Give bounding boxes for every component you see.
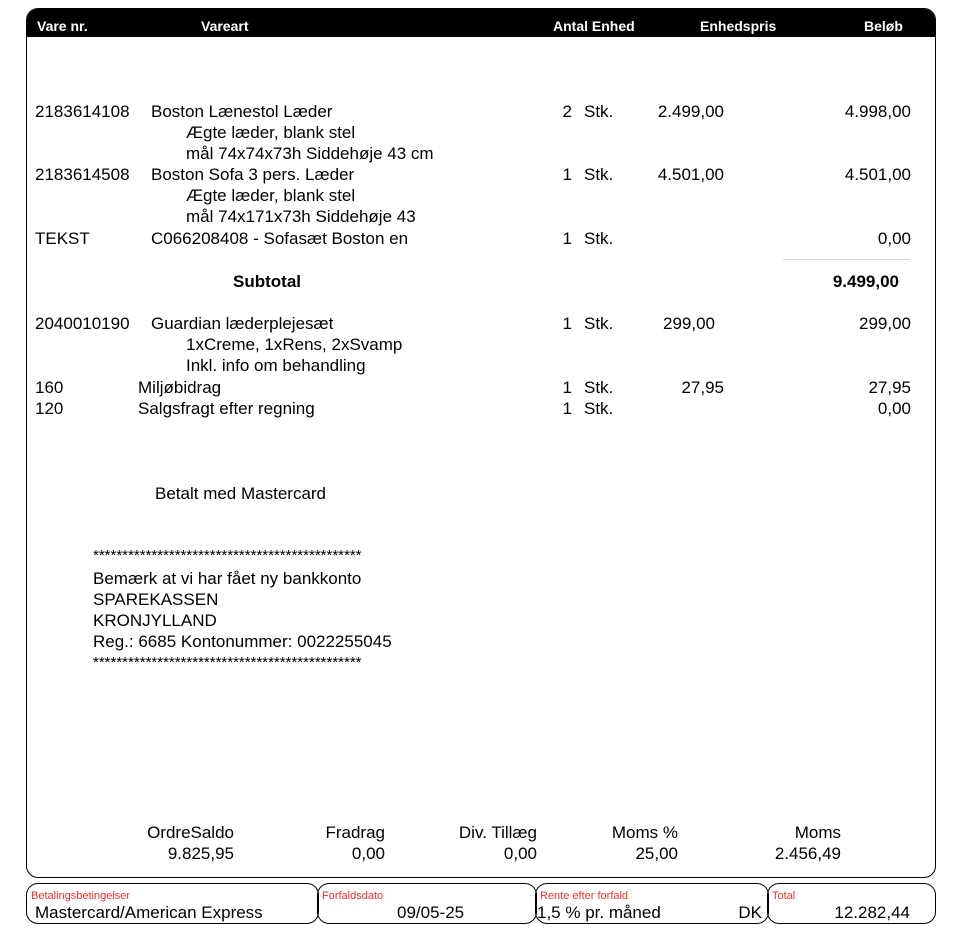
due-date-label: Forfaldsdato <box>322 890 384 902</box>
line-unit: Stk. <box>584 399 614 418</box>
totals-value-fradrag: 0,00 <box>351 844 385 863</box>
payment-terms-value: Mastercard/American Express <box>35 903 263 922</box>
line-name: Guardian læderplejesæt <box>151 314 334 333</box>
due-date-value: 09/05-25 <box>397 903 465 922</box>
subtotal-label: Subtotal <box>233 272 301 291</box>
line-unit: Stk. <box>584 378 614 397</box>
line-name: Boston Lænestol Læder <box>151 102 333 121</box>
line-unit: Stk. <box>584 165 614 184</box>
totals-label-moms-pct: Moms % <box>611 823 678 842</box>
due-date-box <box>317 883 537 924</box>
line-unit: Stk. <box>584 229 614 248</box>
col-qty-unit: Antal Enhed <box>553 18 635 34</box>
line-amount: 0,00 <box>877 399 911 418</box>
line-name: Miljøbidrag <box>138 378 222 397</box>
interest-box <box>535 883 769 924</box>
interest-label: Rente efter forfald <box>540 890 629 902</box>
totals-value-tillaeg: 0,00 <box>503 844 537 863</box>
notice-stars-top: ********************************************** <box>93 547 362 564</box>
total-value: 12.282,44 <box>834 903 910 922</box>
total-box <box>767 883 936 924</box>
col-description: Vareart <box>201 18 249 34</box>
line-amount: 299,00 <box>859 314 911 333</box>
line-amount: 27,95 <box>868 378 911 397</box>
line-item-no: 2183614508 <box>35 165 130 184</box>
line-detail: Ægte læder, blank stel <box>186 123 356 142</box>
interest-value: 1,5 % pr. måned <box>537 903 661 922</box>
line-detail: Ægte læder, blank stel <box>186 186 356 205</box>
line-amount: 4.998,00 <box>844 102 911 121</box>
line-qty: 2 <box>562 102 572 121</box>
line-price: 4.501,00 <box>657 165 724 184</box>
payment-terms-box <box>26 883 319 924</box>
payment-note: Betalt med Mastercard <box>155 484 327 503</box>
totals-value-ordresaldo: 9.825,95 <box>167 844 234 863</box>
totals-label-moms: Moms <box>794 823 841 842</box>
payment-terms-label: Betalingsbetingelser <box>31 890 131 902</box>
line-name: Salgsfragt efter regning <box>138 399 315 418</box>
line-name: Boston Sofa 3 pers. Læder <box>151 165 355 184</box>
line-item-no: 120 <box>35 399 64 418</box>
notice-line: Bemærk at vi har fået ny bankkonto <box>93 569 362 588</box>
notice-line: Reg.: 6685 Kontonummer: 0022255045 <box>93 632 392 651</box>
notice-stars-bottom: ********************************************** <box>93 654 362 671</box>
line-item-no: TEKST <box>35 229 90 248</box>
totals-value-moms-pct: 25,00 <box>635 844 678 863</box>
totals-label-ordresaldo: OrdreSaldo <box>147 823 234 842</box>
interest-currency: DK <box>738 903 762 922</box>
line-unit: Stk. <box>584 102 614 121</box>
notice-line: SPAREKASSEN <box>93 590 219 609</box>
line-unit: Stk. <box>584 314 614 333</box>
line-qty: 1 <box>562 314 572 333</box>
totals-value-moms: 2.456,49 <box>774 844 841 863</box>
col-unit-price: Enhedspris <box>700 18 777 34</box>
subtotal-rule <box>783 259 910 260</box>
line-item-no: 2040010190 <box>35 314 130 333</box>
totals-label-fradrag: Fradrag <box>325 823 385 842</box>
line-item-no: 2183614108 <box>35 102 130 121</box>
col-item-no: Vare nr. <box>37 18 88 34</box>
line-detail: 1xCreme, 1xRens, 2xSvamp <box>186 335 403 354</box>
line-qty: 1 <box>562 378 572 397</box>
totals-label-tillaeg: Div. Tillæg <box>458 823 537 842</box>
line-name: C066208408 - Sofasæt Boston en <box>151 229 409 248</box>
line-qty: 1 <box>562 229 572 248</box>
line-amount: 4.501,00 <box>844 165 911 184</box>
line-price: 299,00 <box>663 314 715 333</box>
col-amount: Beløb <box>864 18 903 34</box>
line-item-no: 160 <box>35 378 64 397</box>
line-qty: 1 <box>562 165 572 184</box>
line-detail: Inkl. info om behandling <box>186 356 366 375</box>
column-header-bar <box>27 9 935 37</box>
invoice-frame <box>26 8 936 878</box>
line-qty: 1 <box>562 399 572 418</box>
line-detail: mål 74x171x73h Siddehøje 43 <box>186 207 416 226</box>
notice-line: KRONJYLLAND <box>93 611 217 630</box>
subtotal-value: 9.499,00 <box>832 272 899 291</box>
line-price: 2.499,00 <box>657 102 724 121</box>
line-price: 27,95 <box>681 378 724 397</box>
total-label: Total <box>772 890 796 902</box>
line-detail: mål 74x74x73h Siddehøje 43 cm <box>186 144 434 163</box>
line-amount: 0,00 <box>877 229 911 248</box>
